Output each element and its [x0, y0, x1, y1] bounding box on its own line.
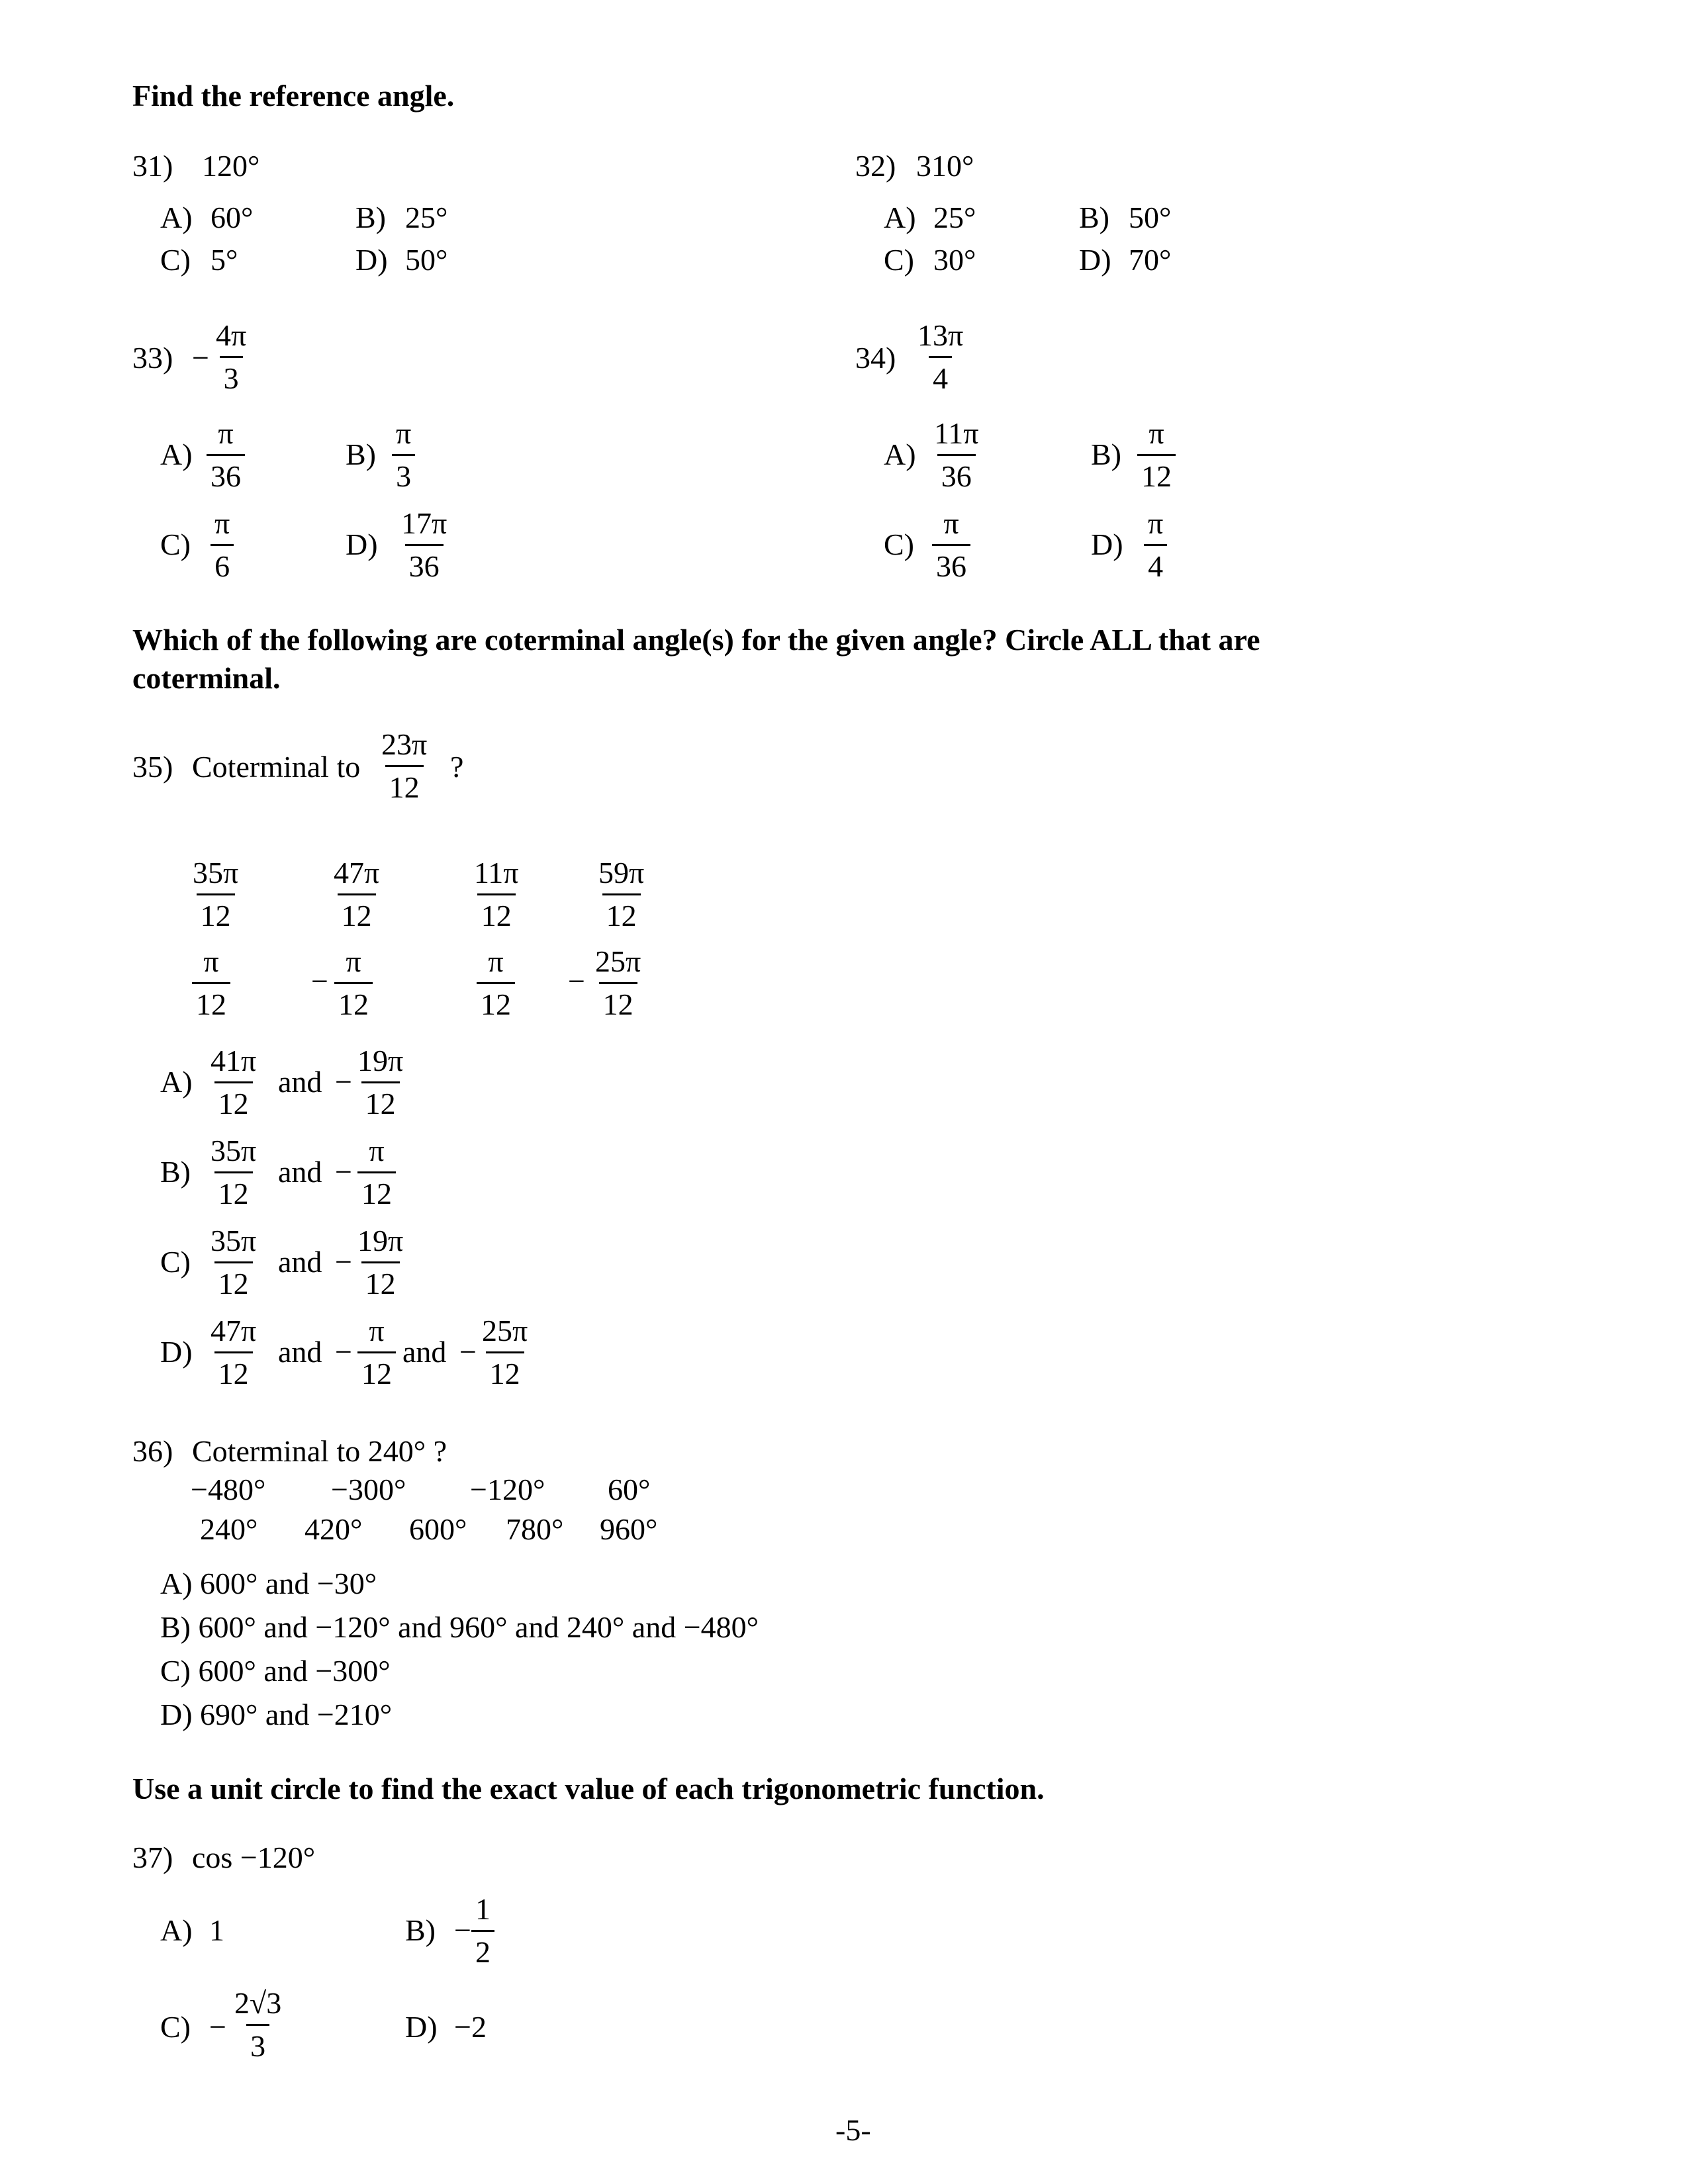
q35-and: and [402, 1335, 447, 1369]
heading-reference-angle: Find the reference angle. [132, 79, 455, 113]
q35-choice-b-frac1[interactable]: $\frac{35\pi}{12}$ [211, 1134, 257, 1210]
q31-choice-b-label[interactable]: B) [355, 201, 386, 234]
q31-choice-b[interactable]: 25° [405, 201, 448, 234]
q35-choice-a-frac2[interactable]: $\frac{19\pi}{12}$ [357, 1044, 404, 1120]
q35-minus: − [335, 1245, 352, 1279]
q35-and: and [278, 1335, 322, 1369]
q33-number: 33) [132, 341, 173, 375]
q31-choice-c-label[interactable]: C) [160, 243, 191, 277]
q35-choice-c-frac2[interactable]: $\frac{19\pi}{12}$ [357, 1224, 404, 1300]
q34-choice-c-label[interactable]: C) [884, 527, 914, 561]
q32-choice-a[interactable]: 25° [933, 201, 976, 234]
q36-option[interactable]: −300° [331, 1473, 406, 1506]
q31-choice-a[interactable]: 60° [211, 201, 254, 234]
q36-option[interactable]: 240° [200, 1512, 258, 1546]
q32-choice-d-label[interactable]: D) [1079, 243, 1111, 277]
q37-choice-a-label[interactable]: A) [160, 1913, 193, 1947]
q34-number: 34) [855, 341, 896, 375]
q33-choice-a[interactable]: $\frac{\pi}{36}$ [207, 418, 245, 492]
q31-choice-c[interactable]: 5° [211, 243, 238, 277]
q36-option[interactable]: 420° [305, 1512, 363, 1546]
q37-choice-b-minus: − [454, 1913, 471, 1947]
q35-option[interactable]: $\frac{\pi}{12}$ [192, 946, 230, 1020]
q35-number: 35) [132, 750, 173, 784]
q32-choice-a-label[interactable]: A) [884, 201, 916, 234]
q33-choice-d-label[interactable]: D) [346, 527, 378, 561]
q37-choice-c[interactable]: $\frac{2√3}{3}$ [234, 1986, 282, 2063]
q33-choice-a-label[interactable]: A) [160, 437, 193, 471]
q36-option[interactable]: 600° [409, 1512, 467, 1546]
q35-choice-d-frac3[interactable]: $\frac{25\pi}{12}$ [482, 1314, 528, 1390]
q35-option-minus: − [311, 964, 328, 998]
q36-option[interactable]: 780° [506, 1512, 564, 1546]
q37-choice-b-label[interactable]: B) [405, 1913, 436, 1947]
q35-choice-b-frac2[interactable]: $\frac{\pi}{12}$ [357, 1136, 396, 1209]
q35-choice-c-frac1[interactable]: $\frac{35\pi}{12}$ [211, 1224, 257, 1300]
q36-choice-d[interactable]: D) 690° and −210° [160, 1698, 393, 1731]
q34-choice-a[interactable]: $\frac{11\pi}{36}$ [934, 416, 979, 493]
q35-choice-d-label[interactable]: D) [160, 1335, 193, 1369]
q34-choice-b-label[interactable]: B) [1091, 437, 1121, 471]
q36-choice-c[interactable]: C) 600° and −300° [160, 1654, 391, 1688]
q35-stem-fraction: $\frac{23\pi}{12}$ [381, 727, 428, 804]
q35-minus: − [335, 1155, 352, 1189]
q35-choice-d-frac2[interactable]: $\frac{\pi}{12}$ [357, 1316, 396, 1389]
q33-minus: − [192, 341, 209, 375]
q36-option[interactable]: 60° [608, 1473, 651, 1506]
q34-choice-c[interactable]: $\frac{\pi}{36}$ [932, 508, 970, 582]
q35-option[interactable]: $\frac{35\pi}{12}$ [193, 856, 239, 933]
q32-choice-c-label[interactable]: C) [884, 243, 914, 277]
q35-choice-a-frac1[interactable]: $\frac{41\pi}{12}$ [211, 1044, 257, 1120]
q36-choice-a[interactable]: A) 600° and −30° [160, 1567, 377, 1600]
q37-choice-c-minus: − [209, 2010, 226, 2044]
q31-stem: 120° [202, 149, 260, 183]
q37-choice-d-label[interactable]: D) [405, 2010, 438, 2044]
q31-choice-d-label[interactable]: D) [355, 243, 388, 277]
q35-stem: Coterminal to [192, 750, 361, 784]
q33-choice-c-label[interactable]: C) [160, 527, 191, 561]
q37-stem: cos −120° [192, 1841, 316, 1874]
q33-choice-b-label[interactable]: B) [346, 437, 376, 471]
q35-choice-c-label[interactable]: C) [160, 1245, 191, 1279]
q32-choice-b-label[interactable]: B) [1079, 201, 1109, 234]
q35-option-minus: − [568, 964, 585, 998]
q36-option[interactable]: −120° [470, 1473, 545, 1506]
q36-choice-b[interactable]: B) 600° and −120° and 960° and 240° and −480° [160, 1610, 759, 1644]
q32-choice-d[interactable]: 70° [1129, 243, 1172, 277]
q33-choice-d[interactable]: $\frac{17\pi}{36}$ [401, 506, 447, 583]
q35-minus: − [335, 1335, 352, 1369]
q31-number: 31) [132, 149, 173, 183]
heading-unit-circle: Use a unit circle to find the exact value of each trigonometric function. [132, 1772, 1045, 1805]
q35-and: and [278, 1155, 322, 1189]
q32-number: 32) [855, 149, 896, 183]
heading-coterminal-cont: coterminal. [132, 661, 281, 695]
q35-choice-b-label[interactable]: B) [160, 1155, 191, 1189]
q32-stem: 310° [916, 149, 974, 183]
q33-stem: $\frac{4\pi}{3}$ [216, 318, 247, 395]
q35-option[interactable]: $\frac{25\pi}{12}$ [595, 944, 641, 1021]
q36-option[interactable]: 960° [600, 1512, 658, 1546]
q35-option[interactable]: $\frac{\pi}{12}$ [334, 946, 373, 1020]
q31-choice-a-label[interactable]: A) [160, 201, 193, 234]
q35-option[interactable]: $\frac{11\pi}{12}$ [474, 856, 519, 933]
q35-question-mark: ? [450, 750, 464, 784]
q35-option[interactable]: $\frac{59\pi}{12}$ [598, 856, 645, 933]
q34-choice-b[interactable]: $\frac{\pi}{12}$ [1137, 418, 1176, 492]
q32-choice-b[interactable]: 50° [1129, 201, 1172, 234]
q34-stem: $\frac{13\pi}{4}$ [917, 318, 964, 395]
q31-choice-d[interactable]: 50° [405, 243, 448, 277]
q37-choice-b[interactable]: $\frac{1}{2}$ [471, 1894, 494, 1968]
heading-coterminal: Which of the following are coterminal angle(s) for the given angle? Circle ALL that are [132, 623, 1260, 657]
q35-minus: − [335, 1065, 352, 1099]
q35-option[interactable]: $\frac{47\pi}{12}$ [334, 856, 380, 933]
q35-and: and [278, 1065, 322, 1099]
q35-option[interactable]: $\frac{\pi}{12}$ [477, 946, 515, 1020]
q37-number: 37) [132, 1841, 173, 1874]
q36-option[interactable]: −480° [191, 1473, 266, 1506]
q36-number: 36) [132, 1434, 173, 1468]
q35-minus: − [459, 1335, 477, 1369]
q33-choice-c[interactable]: $\frac{\pi}{6}$ [211, 508, 234, 582]
q35-choice-d-frac1[interactable]: $\frac{47\pi}{12}$ [211, 1314, 257, 1390]
q36-stem: Coterminal to 240° ? [192, 1434, 447, 1468]
page-number: -5- [835, 2113, 871, 2147]
q35-and: and [278, 1245, 322, 1279]
q34-choice-a-label[interactable]: A) [884, 437, 916, 471]
q37-choice-a[interactable]: 1 [209, 1913, 224, 1947]
q37-choice-c-label[interactable]: C) [160, 2010, 191, 2044]
q37-choice-d[interactable]: −2 [454, 2010, 487, 2044]
q34-choice-d-label[interactable]: D) [1091, 527, 1123, 561]
q33-choice-b[interactable]: $\frac{\pi}{3}$ [392, 418, 415, 492]
q34-choice-d[interactable]: $\frac{\pi}{4}$ [1144, 508, 1167, 582]
q35-choice-a-label[interactable]: A) [160, 1065, 193, 1099]
q32-choice-c[interactable]: 30° [933, 243, 976, 277]
